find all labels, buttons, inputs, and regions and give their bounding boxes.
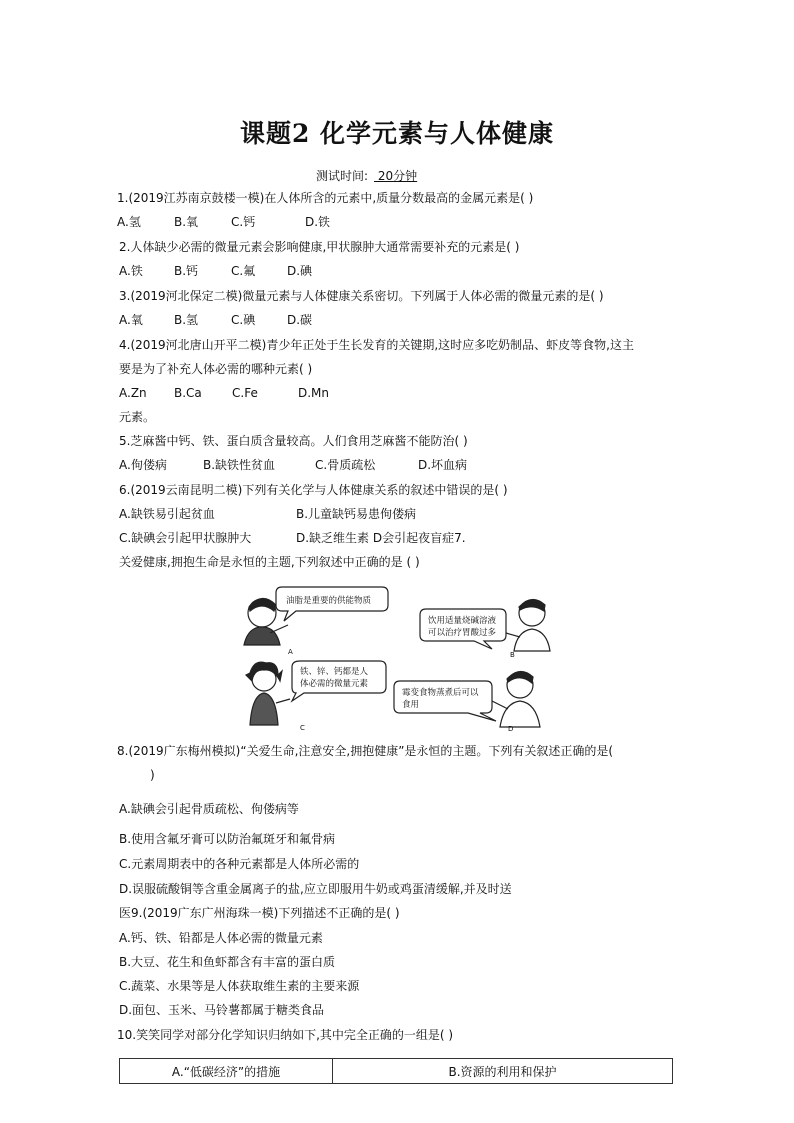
q7-stem: 关爱健康,拥抱生命是永恒的主题,下列叙述中正确的是 ( ) (119, 555, 420, 569)
bubble-d-text-1: 霉变食物蒸煮后可以 (402, 688, 479, 698)
q10-table (119, 1058, 673, 1084)
q1-option-d: D.铁 (305, 215, 331, 229)
test-time-label: 测试时间: (316, 169, 369, 183)
q5-option-d: D.坏血病 (418, 458, 468, 472)
q9-stem: 医9.(2019广东广州海珠一模)下列描述不正确的是( ) (119, 906, 400, 920)
person-c-icon (246, 662, 290, 725)
person-d-icon (492, 671, 540, 727)
q6-option-d: D.缺乏维生素 D会引起夜盲症7. (296, 531, 466, 545)
q2-option-b: B.钙 (174, 264, 199, 278)
q1-stem: 1.(2019江苏南京鼓楼一模)在人体所含的元素中,质量分数最高的金属元素是( ) (117, 191, 534, 205)
q6-option-a: A.缺铁易引起贫血 (119, 507, 215, 521)
q8-stem-line2: ) (150, 768, 155, 782)
q1-option-b: B.氧 (174, 215, 199, 229)
bubble-b-text-2: 可以治疗胃酸过多 (428, 628, 497, 638)
q4-stem-line2: 要是为了补充人体必需的哪种元素( ) (119, 362, 313, 376)
label-a: A (288, 648, 293, 656)
q8-option-c: C.元素周期表中的各种元素都是人体所必需的 (119, 857, 360, 871)
q8-option-d: D.误服硫酸铜等含重金属离子的盐,应立即服用牛奶或鸡蛋清缓解,并及时送 (119, 882, 512, 896)
q2-option-c: C.氟 (231, 264, 256, 278)
q5-option-b: B.缺铁性贫血 (203, 458, 276, 472)
q3-stem: 3.(2019河北保定二模)微量元素与人体健康关系密切。下列属于人体必需的微量元素的是( ) (119, 289, 604, 303)
bubble-a-text: 油脂是重要的供能物质 (286, 596, 372, 606)
test-time-value: 20分钟 (374, 169, 418, 183)
bubble-c-text-1: 铁、锌、钙都是人 (300, 667, 369, 677)
q1-option-a: A.氢 (117, 215, 141, 229)
q4-option-d: D.Mn (298, 386, 330, 400)
bubble-c-text-2: 体必需的微量元素 (300, 679, 369, 689)
q6-option-b: B.儿童缺钙易患佝偻病 (296, 507, 417, 521)
q3-option-a: A.氧 (119, 313, 143, 327)
label-c: C (300, 724, 305, 732)
label-d: D (508, 725, 514, 733)
q2-option-a: A.铁 (119, 264, 143, 278)
q2-option-d: D.碘 (287, 264, 313, 278)
q4-option-a: A.Zn (119, 386, 147, 400)
label-b: B (510, 651, 515, 659)
test-time (316, 167, 417, 184)
q6-stem: 6.(2019云南昆明二模)下列有关化学与人体健康关系的叙述中错误的是( ) (119, 483, 508, 497)
q2-stem: 2.人体缺少必需的微量元素会影响健康,甲状腺肿大通常需要补充的元素是( ) (119, 240, 520, 254)
q8-stem-line1: 8.(2019广东梅州模拟)“关爱生命,注意安全,拥抱健康”是永恒的主题。下列有关叙述正确的是( (117, 744, 614, 758)
q7-illustration (230, 575, 565, 735)
q9-option-a: A.钙、铁、铅都是人体必需的微量元素 (119, 931, 323, 945)
q4-trailing: 元素。 (119, 410, 156, 424)
q9-option-c: C.蔬菜、水果等是人体获取维生素的主要来源 (119, 979, 360, 993)
q3-option-c: C.碘 (231, 313, 256, 327)
q10-table-header-a: A.“低碳经济”的措施 (120, 1059, 333, 1084)
q9-option-d: D.面包、玉米、马铃薯都属于糖类食品 (119, 1003, 325, 1017)
q5-option-a: A.佝偻病 (119, 458, 167, 472)
q3-option-b: B.氢 (174, 313, 199, 327)
q5-stem: 5.芝麻酱中钙、铁、蛋白质含量较高。人们食用芝麻酱不能防治( ) (119, 434, 468, 448)
q5-option-c: C.骨质疏松 (315, 458, 376, 472)
page-title: 课题2 化学元素与人体健康 (239, 119, 555, 148)
table-row (120, 1059, 673, 1084)
person-b-icon (506, 599, 550, 651)
q8-option-a: A.缺碘会引起骨质疏松、佝偻病等 (119, 802, 299, 816)
q9-option-b: B.大豆、花生和鱼虾都含有丰富的蛋白质 (119, 955, 336, 969)
bubble-b-text-1: 饮用适量烧碱溶液 (428, 616, 497, 626)
q4-option-c: C.Fe (232, 386, 258, 400)
q8-option-b: B.使用含氟牙膏可以防治氟斑牙和氟骨病 (119, 832, 336, 846)
q10-table-header-b: B.资源的利用和保护 (333, 1059, 673, 1084)
q4-stem-line1: 4.(2019河北唐山开平二模)青少年正处于生长发育的关键期,这时应多吃奶制品、虾皮等食物,这主 (119, 338, 634, 352)
q6-option-c: C.缺碘会引起甲状腺肿大 (119, 531, 252, 545)
q4-option-b: B.Ca (174, 386, 202, 400)
q10-stem: 10.笑笑同学对部分化学知识归纳如下,其中完全正确的一组是( ) (117, 1028, 454, 1042)
q3-option-d: D.碳 (287, 313, 313, 327)
q1-option-c: C.钙 (231, 215, 256, 229)
bubble-d-text-2: 食用 (402, 700, 420, 710)
